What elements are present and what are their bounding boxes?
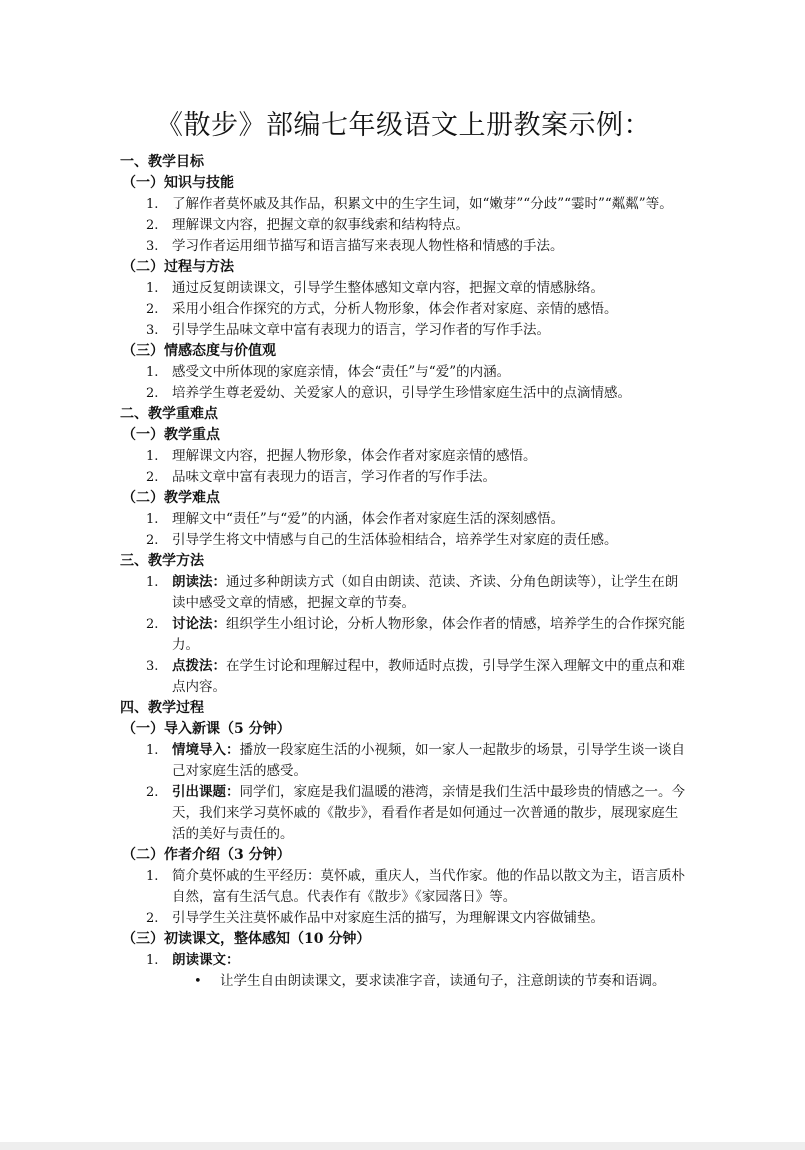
bullet-item [120, 971, 687, 992]
subsection-heading: （一）导入新课（5 分钟） [122, 721, 291, 737]
list-item [120, 236, 687, 257]
item-text: 引导学生关注莫怀戚作品中对家庭生活的描写，为理解课文内容做铺垫。 [172, 910, 604, 926]
numbered-list [120, 362, 687, 404]
item-number: 1. [146, 365, 159, 380]
item-text: 简介莫怀戚的生平经历：莫怀戚，重庆人，当代作家。他的作品以散文为主，语言质朴自然，富有生活气息。代表作有《散步》《家园落日》等。 [172, 868, 685, 905]
item-number: 2. [146, 470, 159, 485]
numbered-list [120, 950, 687, 971]
list-item [120, 383, 687, 404]
list-item [120, 467, 687, 488]
item-number: 2. [146, 617, 159, 632]
item-label: 情境导入： [172, 742, 240, 758]
item-text: 理解文中“责任”与“爱”的内涵，体会作者对家庭生活的深刻感悟。 [172, 511, 565, 527]
numbered-list [120, 866, 687, 929]
list-item [120, 299, 687, 320]
subsection-heading: （一）教学重点 [122, 427, 220, 443]
section-heading: 一、教学目标 [120, 154, 204, 170]
item-text: 通过多种朗读方式（如自由朗读、范读、齐读、分角色朗读等），让学生在朗读中感受文章的情感，把握文章的节奏。 [172, 574, 679, 611]
subsection-heading: （一）知识与技能 [122, 175, 234, 191]
item-number: 2. [146, 911, 159, 926]
item-text: 同学们，家庭是我们温暖的港湾，亲情是我们生活中最珍贵的情感之一。今天，我们来学习莫怀戚的《散步》，看看作者是如何通过一次普通的散步，展现家庭生活的美好与责任的。 [172, 784, 685, 842]
list-item [120, 866, 687, 908]
item-text: 培养学生尊老爱幼、关爱家人的意识，引导学生珍惜家庭生活中的点滴情感。 [172, 385, 631, 401]
list-item [120, 656, 687, 698]
numbered-list [120, 740, 687, 845]
numbered-list [120, 278, 687, 341]
list-item [120, 740, 687, 782]
item-number: 3. [146, 659, 159, 674]
list-item [120, 278, 687, 299]
item-text: 采用小组合作探究的方式，分析人物形象，体会作者对家庭、亲情的感悟。 [172, 301, 618, 317]
item-number: 1. [146, 575, 159, 590]
item-text: 理解课文内容，把握人物形象，体会作者对家庭亲情的感悟。 [172, 448, 537, 464]
list-item [120, 908, 687, 929]
list-item [120, 530, 687, 551]
numbered-list [120, 572, 687, 698]
item-text: 引导学生将文中情感与自己的生活体验相结合，培养学生对家庭的责任感。 [172, 532, 618, 548]
list-item [120, 194, 687, 215]
subsection-heading: （三）初读课文，整体感知（10 分钟） [122, 931, 371, 947]
item-number: 3. [146, 323, 159, 338]
item-label: 朗读法： [172, 574, 226, 590]
list-item [120, 320, 687, 341]
section-heading: 三、教学方法 [120, 553, 204, 569]
item-number: 1. [146, 449, 159, 464]
item-number: 3. [146, 239, 159, 254]
item-number: 2. [146, 785, 159, 800]
page-bottom-edge [0, 1142, 805, 1150]
numbered-list [120, 446, 687, 488]
numbered-list [120, 509, 687, 551]
item-label: 引出课题： [172, 784, 240, 800]
item-number: 2. [146, 302, 159, 317]
item-text: 感受文中所体现的家庭亲情，体会“责任”与“爱”的内涵。 [172, 364, 511, 380]
item-text: 播放一段家庭生活的小视频，如一家人一起散步的场景，引导学生谈一谈自己对家庭生活的感受。 [172, 742, 685, 779]
list-item [120, 215, 687, 236]
bullet-text: 让学生自由朗读课文，要求读准字音，读通句子，注意朗读的节奏和语调。 [220, 973, 666, 989]
item-text: 品味文章中富有表现力的语言，学习作者的写作手法。 [172, 469, 496, 485]
item-number: 1. [146, 512, 159, 527]
bullet-list [120, 971, 687, 992]
item-text: 了解作者莫怀戚及其作品，积累文中的生字生词，如“嫩芽”“分歧”“霎时”“粼粼”等。 [172, 196, 673, 212]
list-item [120, 446, 687, 467]
item-label: 朗读课文： [172, 952, 240, 968]
item-text: 在学生讨论和理解过程中，教师适时点拨，引导学生深入理解文中的重点和难点内容。 [172, 658, 685, 695]
item-number: 1. [146, 953, 159, 968]
item-text: 学习作者运用细节描写和语言描写来表现人物性格和情感的手法。 [172, 238, 564, 254]
item-label: 讨论法： [172, 616, 226, 632]
item-number: 1. [146, 869, 159, 884]
list-item [120, 950, 687, 971]
section-heading: 四、教学过程 [120, 700, 204, 716]
bullet-dot: • [194, 974, 202, 989]
item-number: 1. [146, 281, 159, 296]
list-item [120, 572, 687, 614]
list-item [120, 509, 687, 530]
item-number: 2. [146, 533, 159, 548]
subsection-heading: （二）过程与方法 [122, 259, 234, 275]
item-label: 点拨法： [172, 658, 226, 674]
item-text: 通过反复朗读课文，引导学生整体感知文章内容，把握文章的情感脉络。 [172, 280, 604, 296]
list-item [120, 614, 687, 656]
item-text: 理解课文内容，把握文章的叙事线索和结构特点。 [172, 217, 469, 233]
numbered-list [120, 194, 687, 257]
subsection-heading: （三）情感态度与价值观 [122, 343, 276, 359]
item-text: 引导学生品味文章中富有表现力的语言，学习作者的写作手法。 [172, 322, 550, 338]
item-number: 1. [146, 743, 159, 758]
item-number: 2. [146, 386, 159, 401]
list-item [120, 362, 687, 383]
item-number: 1. [146, 197, 159, 212]
list-item [120, 782, 687, 845]
item-text: 组织学生小组讨论，分析人物形象，体会作者的情感，培养学生的合作探究能力。 [172, 616, 685, 653]
section-heading: 二、教学重难点 [120, 406, 218, 422]
page-title: 《散步》部编七年级语文上册教案示例： [156, 110, 651, 141]
subsection-heading: （二）作者介绍（3 分钟） [122, 847, 291, 863]
item-number: 2. [146, 218, 159, 233]
subsection-heading: （二）教学难点 [122, 490, 220, 506]
